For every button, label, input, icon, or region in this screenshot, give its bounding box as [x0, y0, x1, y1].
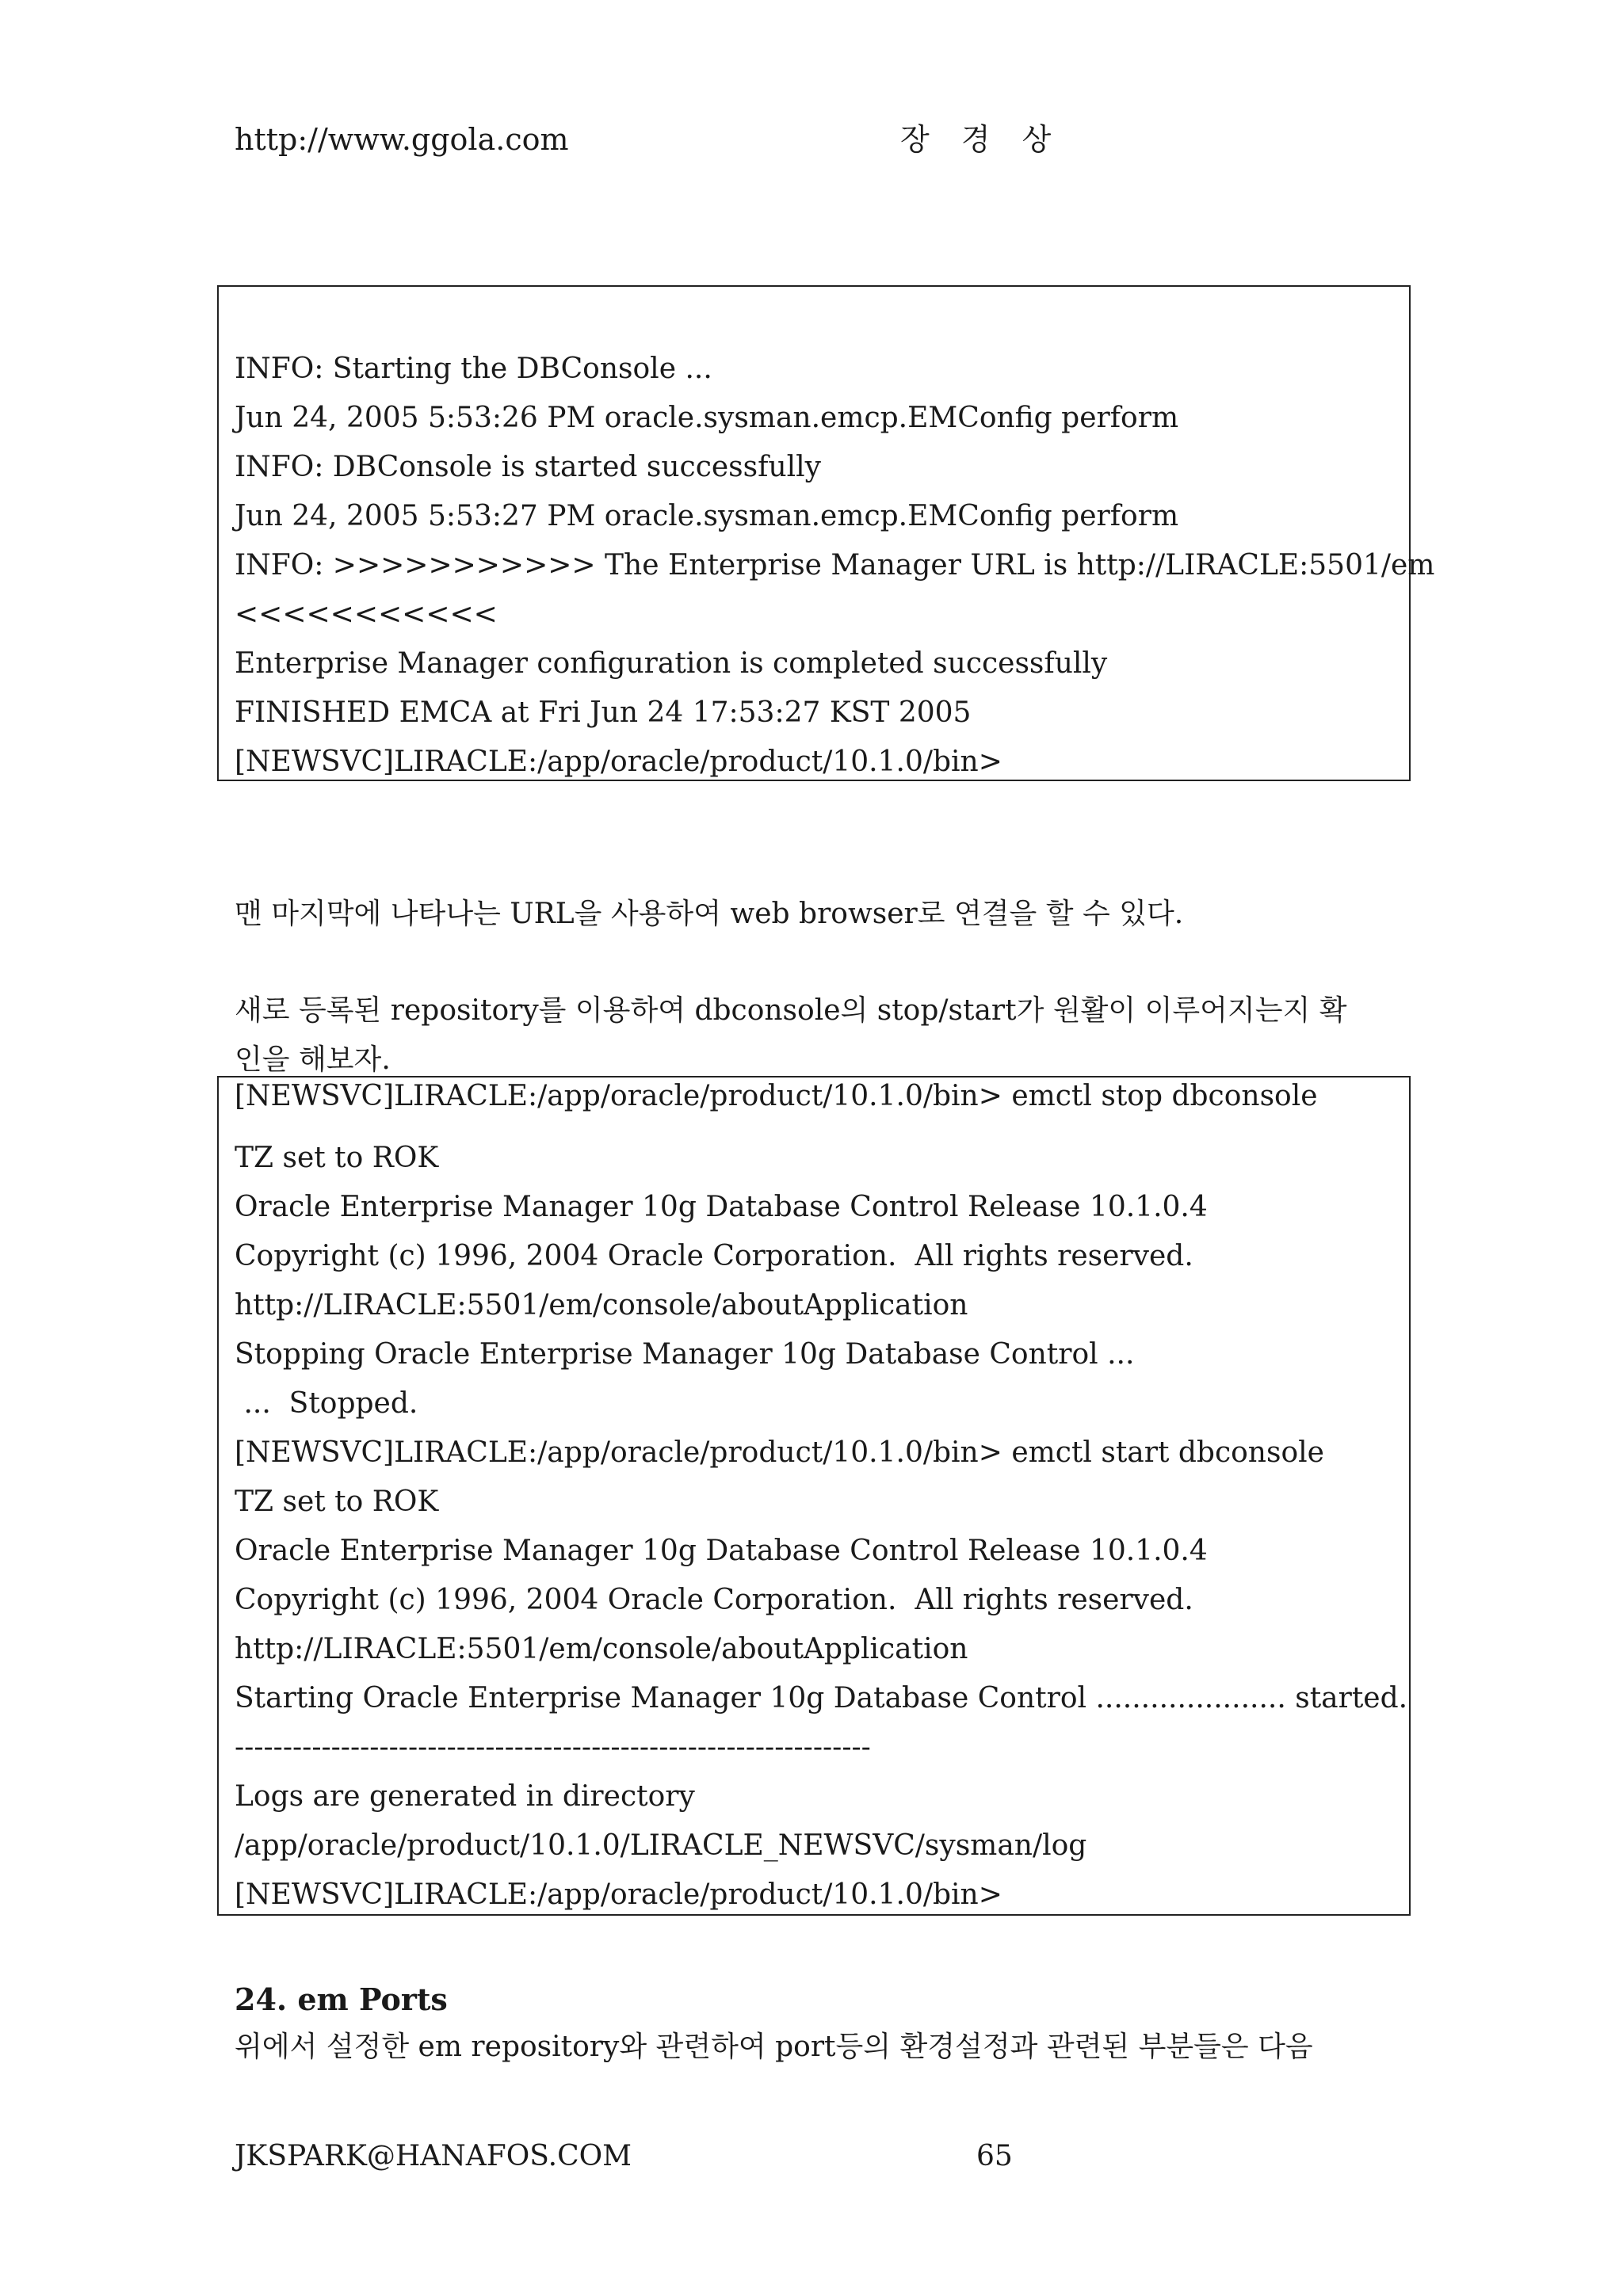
console-line: http://LIRACLE:5501/em/console/aboutApplication [235, 1633, 968, 1665]
console-line: [NEWSVC]LIRACLE:/app/oracle/product/10.1.0/bin> emctl stop dbconsole [235, 1080, 1318, 1112]
console-line: Oracle Enterprise Manager 10g Database Control Release 10.1.0.4 [235, 1191, 1208, 1223]
header-author: 장 경 상 [900, 122, 1063, 157]
console-line: http://LIRACLE:5501/em/console/aboutApplication [235, 1289, 968, 1322]
section-paragraph: 위에서 설정한 em repository와 관련하여 port등의 환경설정과 관련된 부분들은 다음 [235, 2031, 1313, 2063]
console-line: TZ set to ROK [235, 1142, 439, 1174]
console-line: FINISHED EMCA at Fri Jun 24 17:53:27 KST 2005 [235, 696, 972, 729]
console-line: Jun 24, 2005 5:53:27 PM oracle.sysman.emcp.EMConfig perform [235, 500, 1179, 532]
section-heading: 24. em Ports [235, 1981, 448, 2017]
console-line: Starting Oracle Enterprise Manager 10g Database Control ..................... started. [235, 1682, 1408, 1714]
console-line: Oracle Enterprise Manager 10g Database Control Release 10.1.0.4 [235, 1535, 1208, 1567]
console-line: Jun 24, 2005 5:53:26 PM oracle.sysman.emcp.EMConfig perform [235, 402, 1179, 434]
console-output-box-1 [217, 285, 1435, 781]
paragraph-url-note: 맨 마지막에 나타나는 URL을 사용하여 web browser로 연결을 할 수 있다. [235, 898, 1184, 930]
console-line: INFO: >>>>>>>>>>> The Enterprise Manager URL is http://LIRACLE:5501/em [235, 549, 1435, 582]
paragraph-repository-line-1: 새로 등록된 repository를 이용하여 dbconsole의 stop/start가 원활이 이루어지는지 확 [235, 994, 1347, 1027]
console-line: [NEWSVC]LIRACLE:/app/oracle/product/10.1.0/bin> emctl start dbconsole [235, 1436, 1324, 1469]
footer-email: JKSPARK@HANAFOS.COM [235, 2140, 632, 2172]
console-line: Stopping Oracle Enterprise Manager 10g Database Control ... [235, 1338, 1135, 1371]
console-line: <<<<<<<<<<< [235, 598, 498, 631]
console-line: INFO: DBConsole is started successfully [235, 451, 822, 483]
console-line: ... Stopped. [235, 1387, 418, 1420]
console-line: Copyright (c) 1996, 2004 Oracle Corporation. All rights reserved. [235, 1584, 1193, 1616]
console-line: /app/oracle/product/10.1.0/LIRACLE_NEWSVC/sysman/log [235, 1829, 1087, 1862]
console-line: [NEWSVC]LIRACLE:/app/oracle/product/10.1.0/bin> [235, 1878, 1002, 1911]
console-line: Logs are generated in directory [235, 1780, 695, 1813]
console-line: [NEWSVC]LIRACLE:/app/oracle/product/10.1.0/bin> [235, 746, 1002, 778]
paragraph-repository-line-2: 인을 해보자. [235, 1043, 391, 1076]
console-line: ------------------------------------------------------------------ [235, 1731, 871, 1764]
console-line: Enterprise Manager configuration is completed successfully [235, 647, 1108, 680]
console-line: Copyright (c) 1996, 2004 Oracle Corporation. All rights reserved. [235, 1240, 1193, 1272]
footer-page-number: 65 [976, 2140, 1013, 2172]
header-url: http://www.ggola.com [235, 122, 569, 157]
console-output-box-2 [217, 1076, 1411, 1916]
console-line: TZ set to ROK [235, 1486, 439, 1518]
console-line: INFO: Starting the DBConsole ... [235, 353, 712, 385]
